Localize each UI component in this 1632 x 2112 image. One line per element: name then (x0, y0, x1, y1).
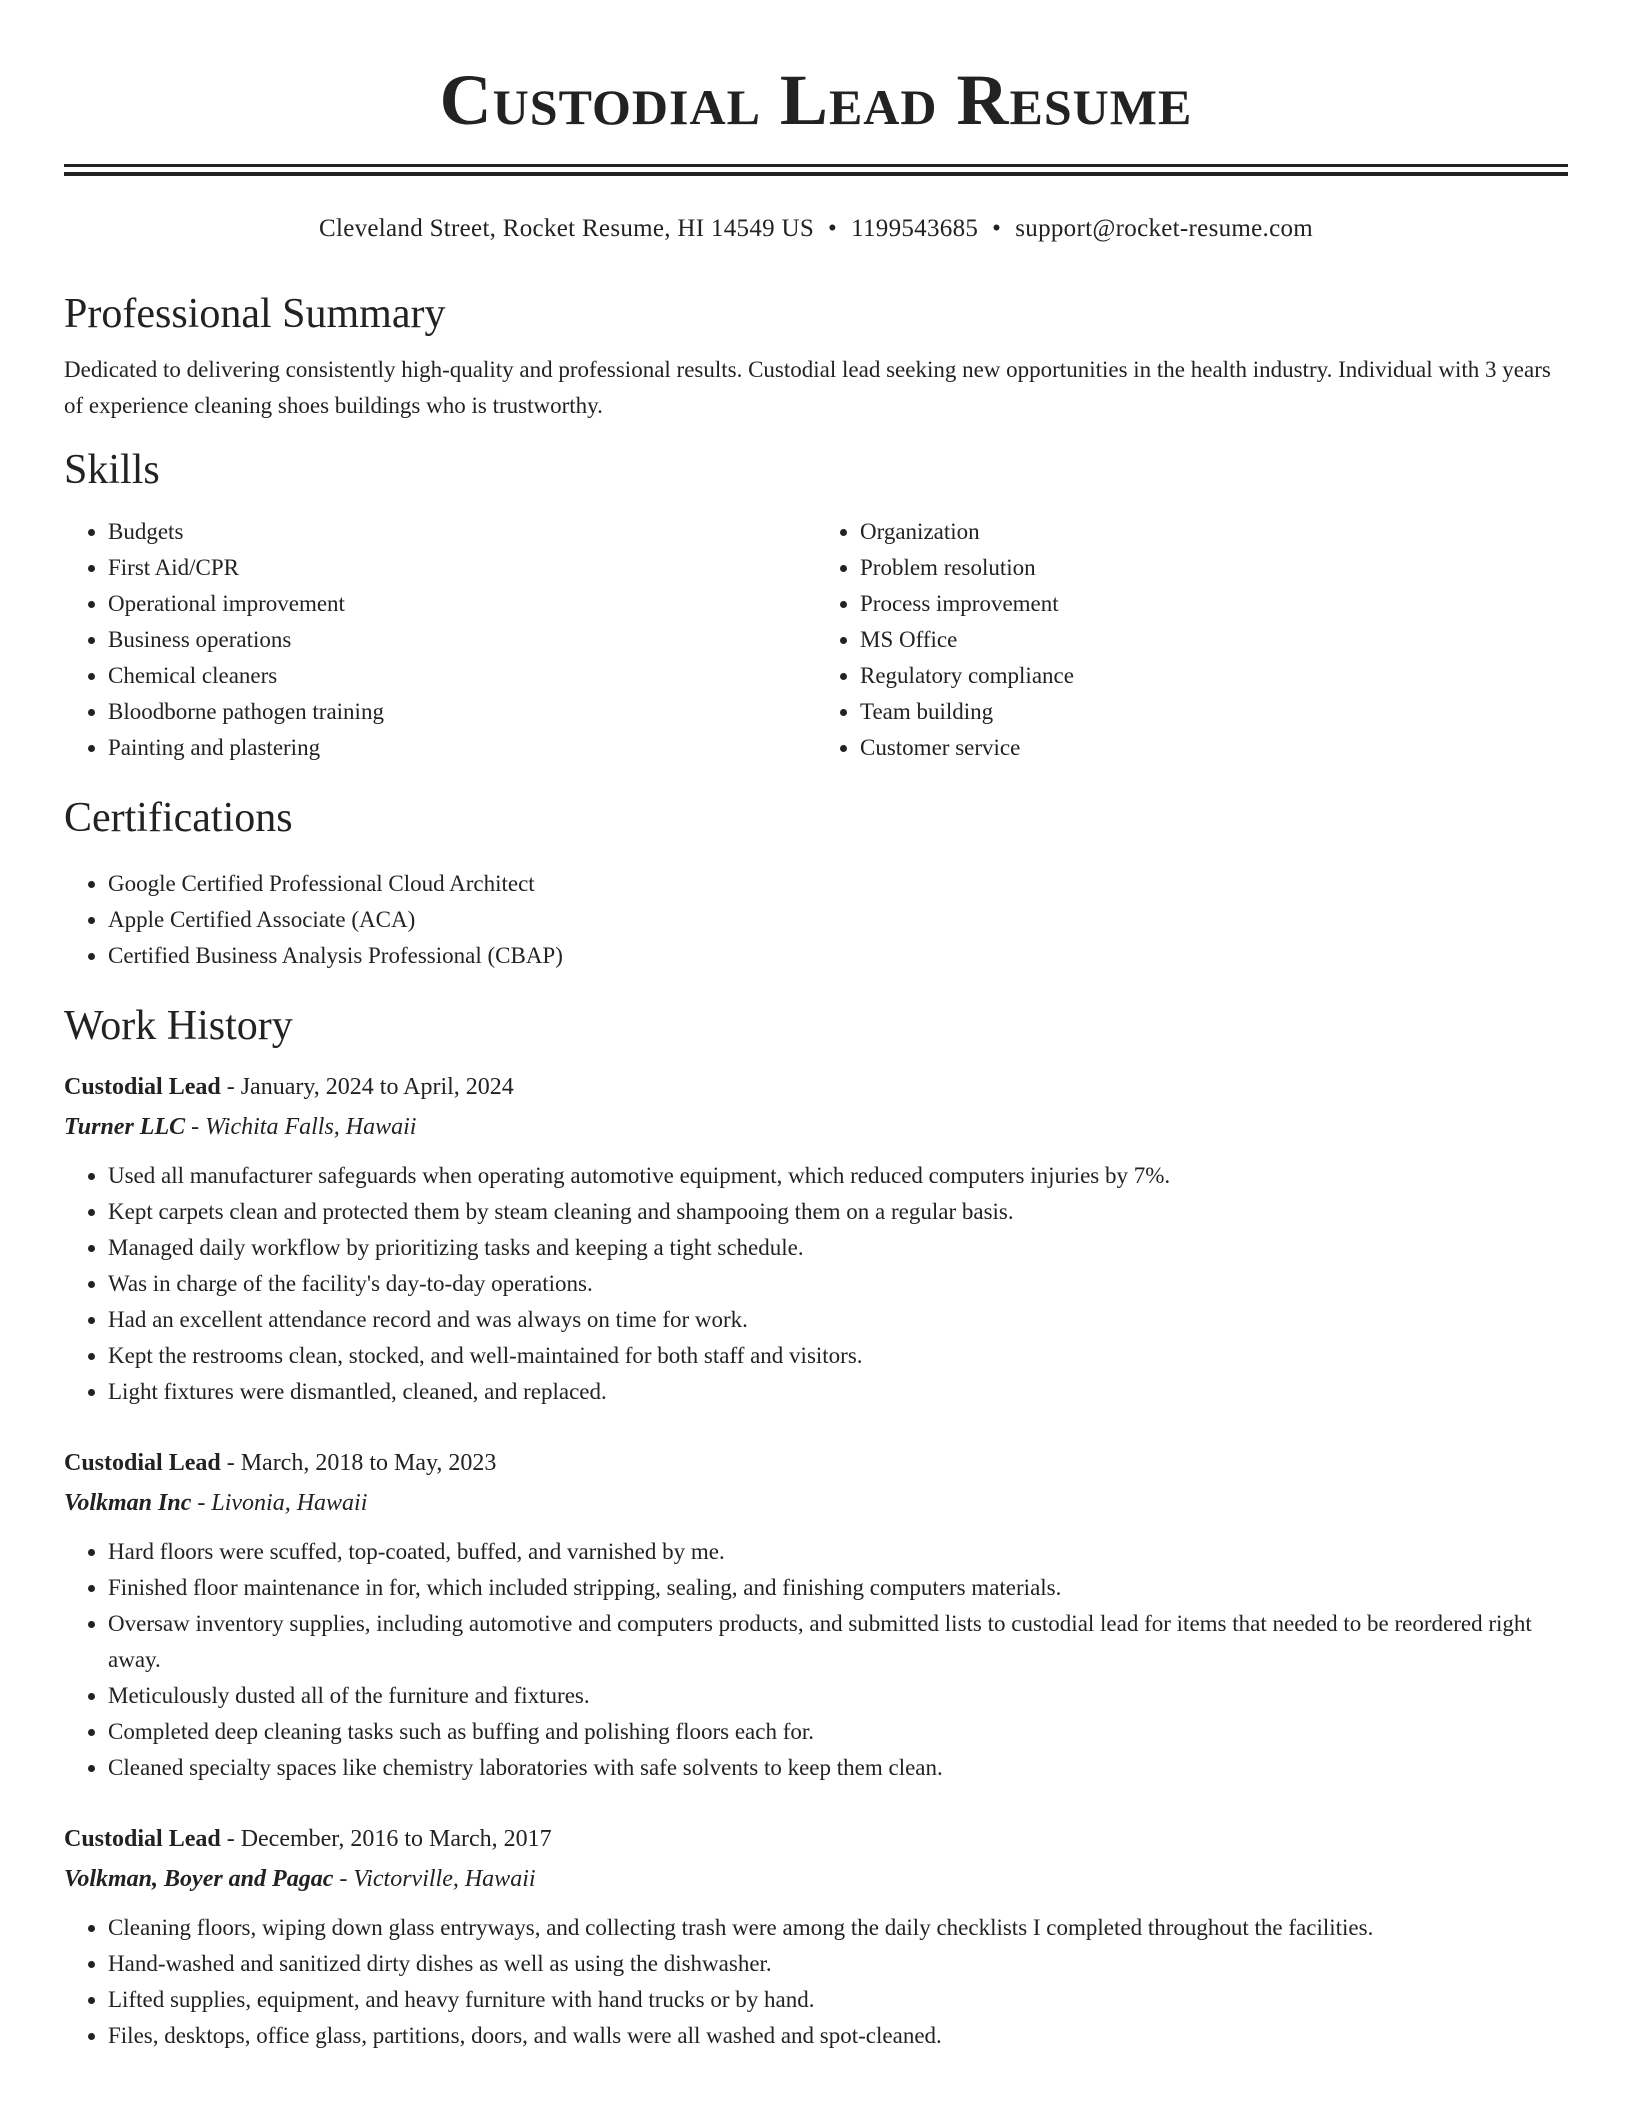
work-history-heading: Work History (64, 1003, 293, 1049)
skill-item: • Operational improvement (108, 586, 816, 622)
certification-item: • Certified Business Analysis Professional (CBAP) (108, 938, 1568, 974)
skills-section (64, 444, 1568, 766)
skills-grid (64, 514, 1568, 766)
company-line (64, 1106, 1568, 1148)
company-line (64, 1482, 1568, 1524)
certifications-list (64, 866, 1568, 974)
job-bullet: • Kept the restrooms clean, stocked, and well-maintained for both staff and visitors. (108, 1338, 1568, 1374)
company-name: Volkman Inc (64, 1490, 192, 1516)
job-bullet: • Files, desktops, office glass, partitions, doors, and walls were all washed and spot-cleaned. (108, 2018, 1568, 2054)
job-bullet: • Finished floor maintenance in for, which included stripping, sealing, and finishing computers materials. (108, 1570, 1568, 1606)
job-bullet: • Meticulously dusted all of the furniture and fixtures. (108, 1678, 1568, 1714)
job-title: Custodial Lead (64, 1074, 221, 1100)
job-bullet: • Light fixtures were dismantled, cleaned, and replaced. (108, 1374, 1568, 1410)
skills-list-right (816, 514, 1568, 766)
skills-list-left (64, 514, 816, 766)
job-bullet: • Hand-washed and sanitized dirty dishes as well as using the dishwasher. (108, 1946, 1568, 1982)
job-bullets (64, 1158, 1568, 1410)
skill-item: • Bloodborne pathogen training (108, 694, 816, 730)
work-history-section (64, 1000, 1568, 2054)
job-dates: - December, 2016 to March, 2017 (220, 1826, 552, 1852)
company-location: - Victorville, Hawaii (333, 1866, 536, 1892)
certifications-heading: Certifications (64, 795, 293, 841)
job-bullet: • Had an excellent attendance record and was always on time for work. (108, 1302, 1568, 1338)
job-dates: - January, 2024 to April, 2024 (220, 1074, 514, 1100)
skill-item: • Customer service (860, 730, 1568, 766)
job-title: Custodial Lead (64, 1450, 221, 1476)
title-divider (64, 164, 1568, 176)
job-bullet: • Used all manufacturer safeguards when operating automotive equipment, which reduced computers injuries by 7%. (108, 1158, 1568, 1194)
job-title-line (64, 1444, 1568, 1482)
job-bullet: • Was in charge of the facility's day-to-day operations. (108, 1266, 1568, 1302)
job-entry (64, 1820, 1568, 2054)
job-entry (64, 1068, 1568, 1410)
company-location: - Livonia, Hawaii (191, 1490, 368, 1516)
job-title-line (64, 1820, 1568, 1858)
contact-phone: 1199543685 (851, 215, 979, 242)
job-title-line (64, 1068, 1568, 1106)
summary-heading: Professional Summary (64, 291, 446, 337)
skill-item: • Painting and plastering (108, 730, 816, 766)
contact-line (64, 212, 1568, 246)
company-line (64, 1858, 1568, 1900)
skills-heading: Skills (64, 447, 160, 493)
job-bullet: • Completed deep cleaning tasks such as buffing and polishing floors each for. (108, 1714, 1568, 1750)
job-title: Custodial Lead (64, 1826, 221, 1852)
skill-item: • First Aid/CPR (108, 550, 816, 586)
contact-separator: • (828, 215, 838, 242)
company-name: Turner LLC (64, 1114, 186, 1140)
job-bullets (64, 1534, 1568, 1786)
skill-item: • Chemical cleaners (108, 658, 816, 694)
skill-item: • Problem resolution (860, 550, 1568, 586)
job-bullet: • Hard floors were scuffed, top-coated, buffed, and varnished by me. (108, 1534, 1568, 1570)
job-bullet: • Managed daily workflow by prioritizing tasks and keeping a tight schedule. (108, 1230, 1568, 1266)
contact-separator: • (992, 215, 1002, 242)
certification-item: • Apple Certified Associate (ACA) (108, 902, 1568, 938)
job-dates: - March, 2018 to May, 2023 (220, 1450, 497, 1476)
job-bullets (64, 1910, 1568, 2054)
job-bullet: • Cleaned specialty spaces like chemistry laboratories with safe solvents to keep them clean. (108, 1750, 1568, 1786)
skill-item: • Organization (860, 514, 1568, 550)
summary-text: Dedicated to delivering consistently high-quality and professional results. Custodial lead seeking new opportunities in the health industry. Individual with 3 years of experience cleaning shoes buildings who is trustworthy. (64, 357, 1551, 418)
certifications-section (64, 792, 1568, 974)
summary-section (64, 288, 1568, 424)
skill-item: • Team building (860, 694, 1568, 730)
skill-item: • Budgets (108, 514, 816, 550)
skill-item: • Business operations (108, 622, 816, 658)
contact-address: Cleveland Street, Rocket Resume, HI 14549 US (318, 215, 815, 242)
skill-item: • Process improvement (860, 586, 1568, 622)
contact-email: support@rocket-resume.com (1015, 215, 1314, 242)
skill-item: • Regulatory compliance (860, 658, 1568, 694)
job-bullet: • Cleaning floors, wiping down glass entryways, and collecting trash were among the daily checklists I completed throughout the facilities. (108, 1910, 1568, 1946)
skill-item: • MS Office (860, 622, 1568, 658)
job-bullet: • Oversaw inventory supplies, including automotive and computers products, and submitted lists to custodial lead for items that needed to be reordered right away. (108, 1606, 1568, 1678)
company-location: - Wichita Falls, Hawaii (185, 1114, 417, 1140)
certification-item: • Google Certified Professional Cloud Architect (108, 866, 1568, 902)
job-bullet: • Lifted supplies, equipment, and heavy furniture with hand trucks or by hand. (108, 1982, 1568, 2018)
job-bullet: • Kept carpets clean and protected them by steam cleaning and shampooing them on a regular basis. (108, 1194, 1568, 1230)
job-entry (64, 1444, 1568, 1786)
resume-title: Custodial Lead Resume (439, 60, 1193, 140)
company-name: Volkman, Boyer and Pagac (64, 1866, 334, 1892)
